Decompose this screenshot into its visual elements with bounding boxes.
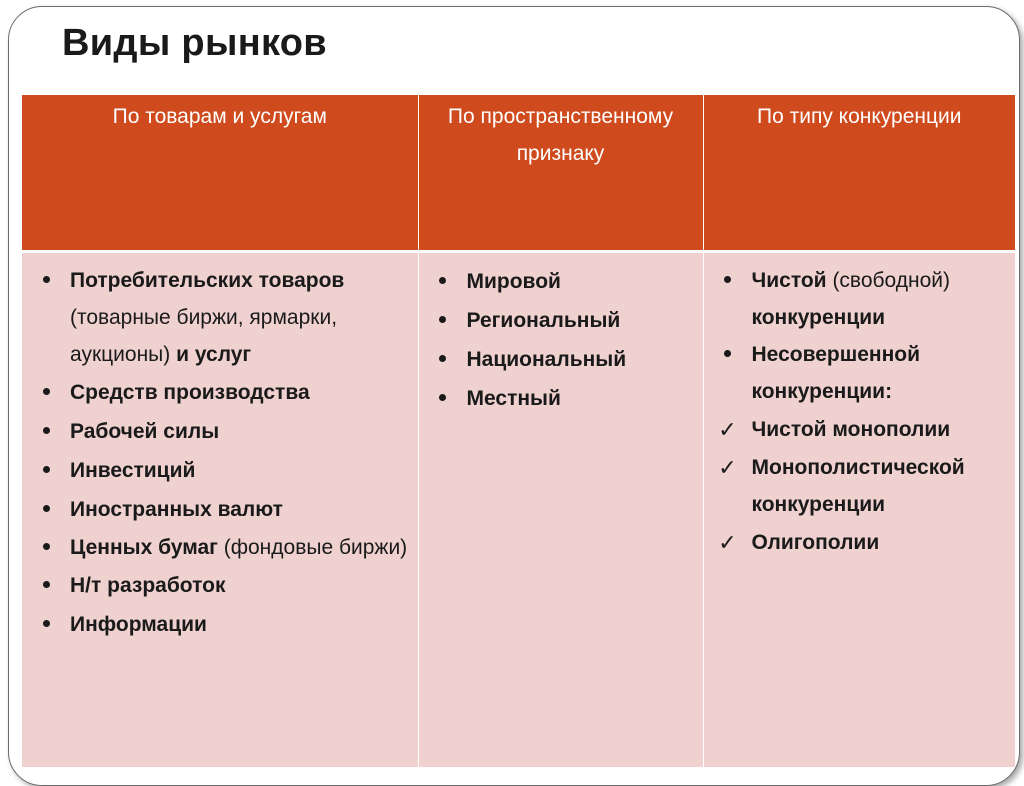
header-spatial-label: По пространственному признаку	[447, 105, 674, 165]
item-label: Потребительских товаров	[70, 269, 345, 292]
item-label: и услуг	[176, 343, 252, 366]
item-label: Чистой	[751, 269, 827, 292]
list-item	[712, 262, 1010, 336]
bullet-icon	[32, 566, 60, 605]
item-label: Местный	[466, 387, 561, 410]
item-label: Н/т разработок	[70, 574, 226, 597]
list-item	[712, 523, 1010, 562]
bullet-icon	[714, 336, 742, 373]
competition-list	[712, 262, 1010, 562]
header-competition: По типу конкуренции	[703, 95, 1015, 252]
bullet-icon	[714, 262, 742, 299]
item-label: Олигополии	[751, 531, 880, 554]
list-item	[30, 262, 412, 373]
bullet-icon	[32, 373, 60, 412]
bullet-icon	[429, 379, 457, 418]
item-note: (товарные биржи, ярмарки, аукционы)	[70, 306, 338, 366]
bullet-icon	[429, 301, 457, 340]
list-item	[712, 336, 1010, 410]
list-item	[30, 490, 412, 529]
list-item	[30, 529, 412, 566]
cell-spatial	[418, 252, 703, 768]
slide-title: Виды рынков	[62, 22, 327, 64]
bullet-icon	[32, 412, 60, 451]
bullet-icon	[429, 262, 457, 301]
spatial-list	[427, 262, 697, 418]
list-item	[30, 412, 412, 451]
bullet-icon	[32, 529, 60, 566]
bullet-icon	[32, 451, 60, 490]
list-item	[427, 262, 697, 301]
header-row	[22, 95, 1015, 252]
list-item	[30, 451, 412, 490]
item-label: конкуренции	[751, 306, 886, 329]
goods-list	[30, 262, 412, 644]
item-label: Иностранных валют	[70, 498, 283, 521]
list-item	[712, 449, 1010, 523]
checkmark-icon: ✓	[718, 417, 737, 442]
item-label: Монополистической конкуренции	[751, 456, 965, 516]
item-label: Рабочей силы	[70, 420, 220, 443]
header-spatial	[418, 95, 703, 252]
item-label: Мировой	[466, 270, 561, 293]
bullet-icon	[32, 490, 60, 529]
item-note: (фондовые биржи)	[223, 536, 408, 559]
item-label: Средств производства	[70, 381, 310, 404]
item-label: Несовершенной конкуренции:	[751, 343, 921, 403]
header-goods-services: По товарам и услугам	[22, 95, 418, 252]
item-label: Инвестиций	[70, 459, 196, 482]
cell-goods-services	[22, 252, 418, 768]
cell-competition	[703, 252, 1015, 768]
checkmark-icon: ✓	[718, 530, 737, 555]
bullet-icon	[429, 340, 457, 379]
item-label: Информации	[70, 613, 207, 636]
item-note: (свободной)	[832, 269, 951, 292]
bullet-icon	[32, 262, 60, 299]
body-row	[22, 252, 1015, 768]
list-item	[712, 410, 1010, 449]
list-item	[30, 566, 412, 605]
list-item	[30, 373, 412, 412]
item-label: Чистой монополии	[751, 418, 951, 441]
checkmark-icon: ✓	[718, 455, 737, 480]
list-item	[427, 340, 697, 379]
bullet-icon	[32, 605, 60, 644]
item-label: Ценных бумаг	[70, 536, 218, 559]
item-label: Национальный	[466, 348, 627, 371]
list-item	[427, 379, 697, 418]
market-types-table	[22, 95, 1015, 767]
item-label: Региональный	[466, 309, 621, 332]
list-item	[30, 605, 412, 644]
list-item	[427, 301, 697, 340]
